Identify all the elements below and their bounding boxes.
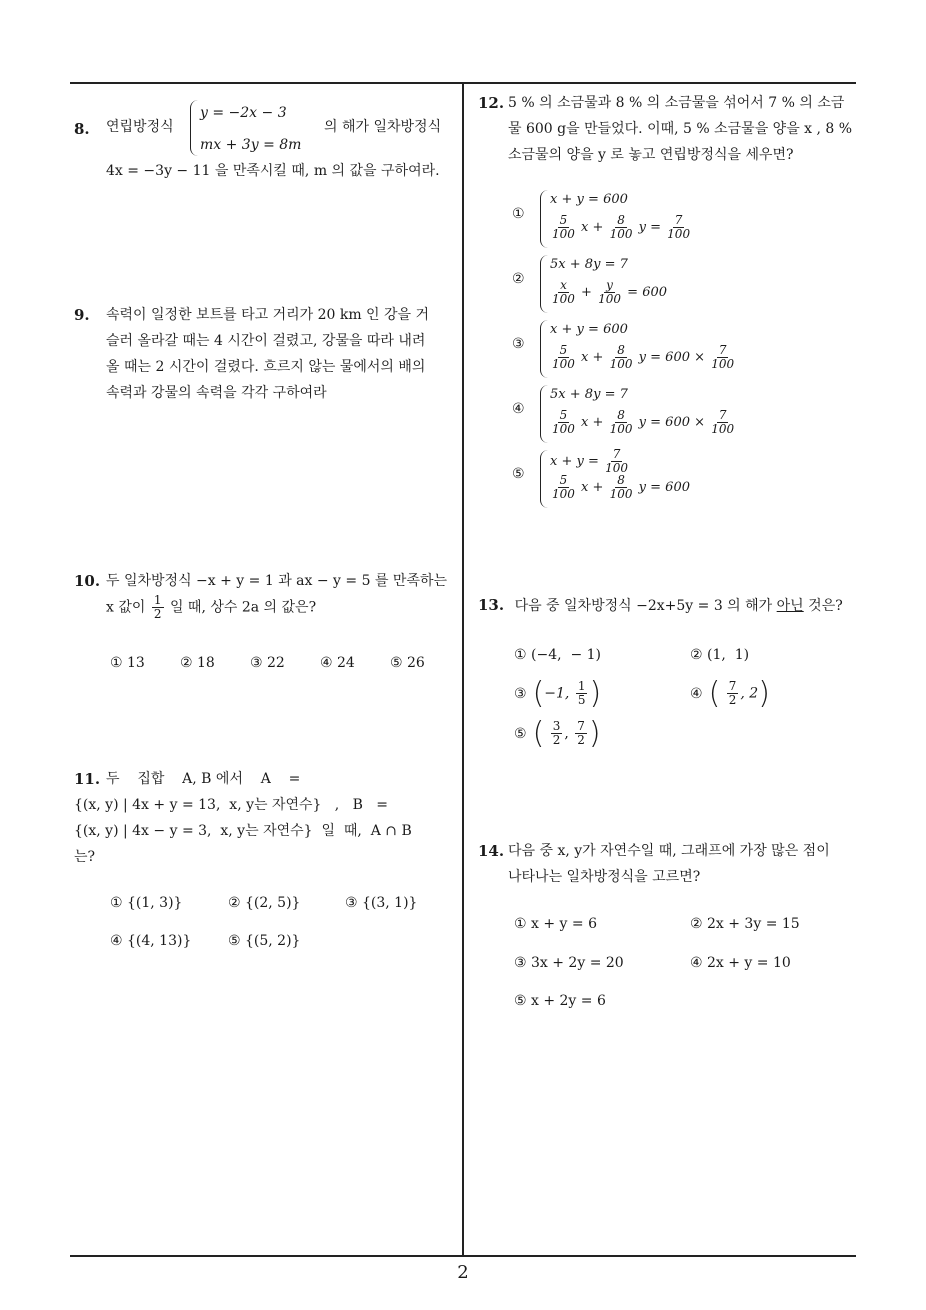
system-brace <box>190 100 199 156</box>
option-mark: ⑤ <box>512 466 525 482</box>
question-text: {(x, y) | 4x − y = 3, x, y는 자연수} 일 때, A ∩ B <box>74 823 412 839</box>
question-text: x 값이 <box>106 599 146 616</box>
equation-top: x + y = $\frac{7}{100}$ <box>550 447 628 475</box>
page-number: 2 <box>457 1262 469 1283</box>
answer-option-3[interactable]: ③ 22 <box>250 655 285 671</box>
question-text: 다음 중 x, y가 자연수일 때, 그래프에 가장 많은 점이 <box>508 843 830 859</box>
equation-bottom: $\frac{5}{100}$ x + $\frac{8}{100}$ y = 600 × $\frac{7}{100}$ <box>552 408 735 436</box>
fraction: $\frac{7}{100}$ <box>711 343 735 371</box>
question-8 <box>74 98 459 184</box>
answer-option-5[interactable]: ⑤ ( $\frac{3}{2}$ , $\frac{7}{2}$ ) <box>514 716 601 751</box>
answer-option-1[interactable] <box>512 188 772 250</box>
question-text: 슬러 올라갈 때는 4 시간이 걸렸고, 강물을 따라 내려 <box>106 333 426 349</box>
question-number: 8. <box>74 120 90 138</box>
answer-option-2[interactable]: ② 2x + 3y = 15 <box>690 916 800 932</box>
answer-option-2[interactable]: ② {(2, 5)} <box>228 895 301 911</box>
question-text: 속력이 일정한 보트를 타고 거리가 20 km 인 강을 거 <box>106 307 430 323</box>
question-number: 13. <box>478 596 505 614</box>
option-mark: ① <box>512 206 525 222</box>
answer-option-2[interactable]: ② (1, 1) <box>690 647 750 663</box>
question-text: 다음 중 일차방정식 −2x+5y = 3 의 해가 <box>514 598 777 614</box>
question-number: 12. <box>478 94 505 112</box>
fraction: $\frac{8}{100}$ <box>609 473 633 501</box>
answer-option-3[interactable]: ③ 3x + 2y = 20 <box>514 955 624 971</box>
fraction: $\frac{5}{100}$ <box>552 213 575 241</box>
answer-option-1[interactable]: ① x + y = 6 <box>514 916 597 932</box>
fraction: $\frac{7}{100}$ <box>605 447 628 475</box>
system-brace <box>540 320 548 378</box>
question-text: 두 집합 A, B 에서 A = <box>106 771 301 787</box>
fraction: $\frac{8}{100}$ <box>609 408 633 436</box>
question-number: 11. <box>74 770 101 788</box>
answer-option-5[interactable]: ⑤ 26 <box>390 655 425 671</box>
question-text: 소금물의 양을 y 로 놓고 연립방정식을 세우면? <box>508 147 794 163</box>
equation-bottom: $\frac{5}{100}$ x + $\frac{8}{100}$ y = 600 <box>552 473 690 501</box>
fraction-denominator: 2 <box>153 607 162 621</box>
question-text: 일 때, 상수 2a 의 값은? <box>169 599 317 616</box>
fraction: $\frac{5}{100}$ <box>552 343 575 371</box>
question-text: 는? <box>74 849 96 865</box>
equation-bottom: $\frac{x}{100}$ + $\frac{y}{100}$ = 600 <box>552 278 668 306</box>
fraction: $\frac{x}{100}$ <box>552 278 575 306</box>
fraction: $\frac{8}{100}$ <box>609 343 633 371</box>
answer-option-4[interactable]: ④ 2x + y = 10 <box>690 955 791 971</box>
question-text: 물 600 g을 만들었다. 이때, 5 % 소금물을 양을 x , 8 % <box>508 121 853 137</box>
fraction: $\frac{7}{100}$ <box>667 213 691 241</box>
underlined-word: 아닌 <box>776 598 804 614</box>
question-text: 5 % 의 소금물과 8 % 의 소금물을 섞어서 7 % 의 소금 <box>508 95 845 111</box>
answer-option-5[interactable]: ⑤ x + 2y = 6 <box>514 993 606 1009</box>
answer-option-1[interactable]: ① {(1, 3)} <box>110 895 183 911</box>
question-9 <box>74 302 459 406</box>
system-brace <box>540 385 548 443</box>
question-text: 4x = −3y − 11 을 만족시킬 때, m 의 값을 구하여라. <box>106 163 440 179</box>
answer-option-1[interactable]: ① (−4, − 1) <box>514 647 602 663</box>
question-text: 속력과 강물의 속력을 각각 구하여라 <box>106 385 327 401</box>
answer-option-4[interactable] <box>512 383 772 445</box>
answer-option-4[interactable]: ④ ( $\frac{7}{2}$ , 2) <box>690 676 770 711</box>
equation-top: x + y = 600 <box>550 322 628 337</box>
equation-top: 5x + 8y = 7 <box>550 257 628 272</box>
answer-option-3[interactable]: ③ {(3, 1)} <box>345 895 418 911</box>
question-13 <box>478 592 863 619</box>
option-mark: ② <box>512 271 525 287</box>
option-mark: ③ <box>512 336 525 352</box>
question-number: 14. <box>478 842 505 860</box>
fraction-numerator: 1 <box>153 593 162 607</box>
answer-option-4[interactable]: ④ {(4, 13)} <box>110 933 192 949</box>
question-text: 의 해가 일차방정식 <box>324 119 442 135</box>
column-divider <box>462 82 464 1256</box>
question-12 <box>478 90 863 168</box>
question-text: 것은? <box>803 598 843 614</box>
answer-option-5[interactable] <box>512 448 772 510</box>
question-text: 두 일차방정식 −x + y = 1 과 ax − y = 5 를 만족하는 <box>106 573 448 589</box>
system-brace <box>540 255 548 313</box>
fraction: $\frac{8}{100}$ <box>609 213 633 241</box>
fraction: $\frac{y}{100}$ <box>598 278 621 306</box>
equation-bottom: $\frac{5}{100}$ x + $\frac{8}{100}$ y = 600 × $\frac{7}{100}$ <box>552 343 735 371</box>
answer-option-2[interactable]: ② 18 <box>180 655 215 671</box>
equation-top: x + y = 600 <box>550 192 628 207</box>
answer-option-4[interactable]: ④ 24 <box>320 655 355 671</box>
answer-option-3[interactable] <box>512 318 772 380</box>
fraction: $\frac{5}{100}$ <box>552 408 575 436</box>
equation-bottom: $\frac{5}{100}$ x + $\frac{8}{100}$ y = $\frac{7}{100}$ <box>552 213 691 241</box>
question-text: 올 때는 2 시간이 걸렸다. 흐르지 않는 물에서의 배의 <box>106 359 426 375</box>
fraction: $\frac{5}{100}$ <box>552 473 575 501</box>
question-text: {(x, y) | 4x + y = 13, x, y는 자연수} , B = <box>74 797 388 813</box>
fraction: $\frac{7}{100}$ <box>711 408 735 436</box>
answer-option-3[interactable]: ③ (−1, $\frac{1}{5}$ ) <box>514 676 602 711</box>
equation: y = −2x − 3 <box>200 105 287 121</box>
question-14 <box>478 838 863 890</box>
option-mark: ④ <box>512 401 525 417</box>
question-text: 나타나는 일차방정식을 고르면? <box>508 869 701 885</box>
system-brace <box>540 450 548 508</box>
question-10 <box>74 568 459 621</box>
equation-top: 5x + 8y = 7 <box>550 387 628 402</box>
fraction-half <box>152 594 164 621</box>
question-text: 연립방정식 <box>106 119 174 135</box>
system-brace <box>540 190 548 248</box>
answer-option-5[interactable]: ⑤ {(5, 2)} <box>228 933 301 949</box>
question-11 <box>74 766 459 870</box>
question-number: 10. <box>74 572 101 590</box>
question-number: 9. <box>74 306 90 324</box>
answer-option-2[interactable] <box>512 253 772 315</box>
equation: mx + 3y = 8m <box>200 137 302 153</box>
answer-option-1[interactable]: ① 13 <box>110 655 145 671</box>
